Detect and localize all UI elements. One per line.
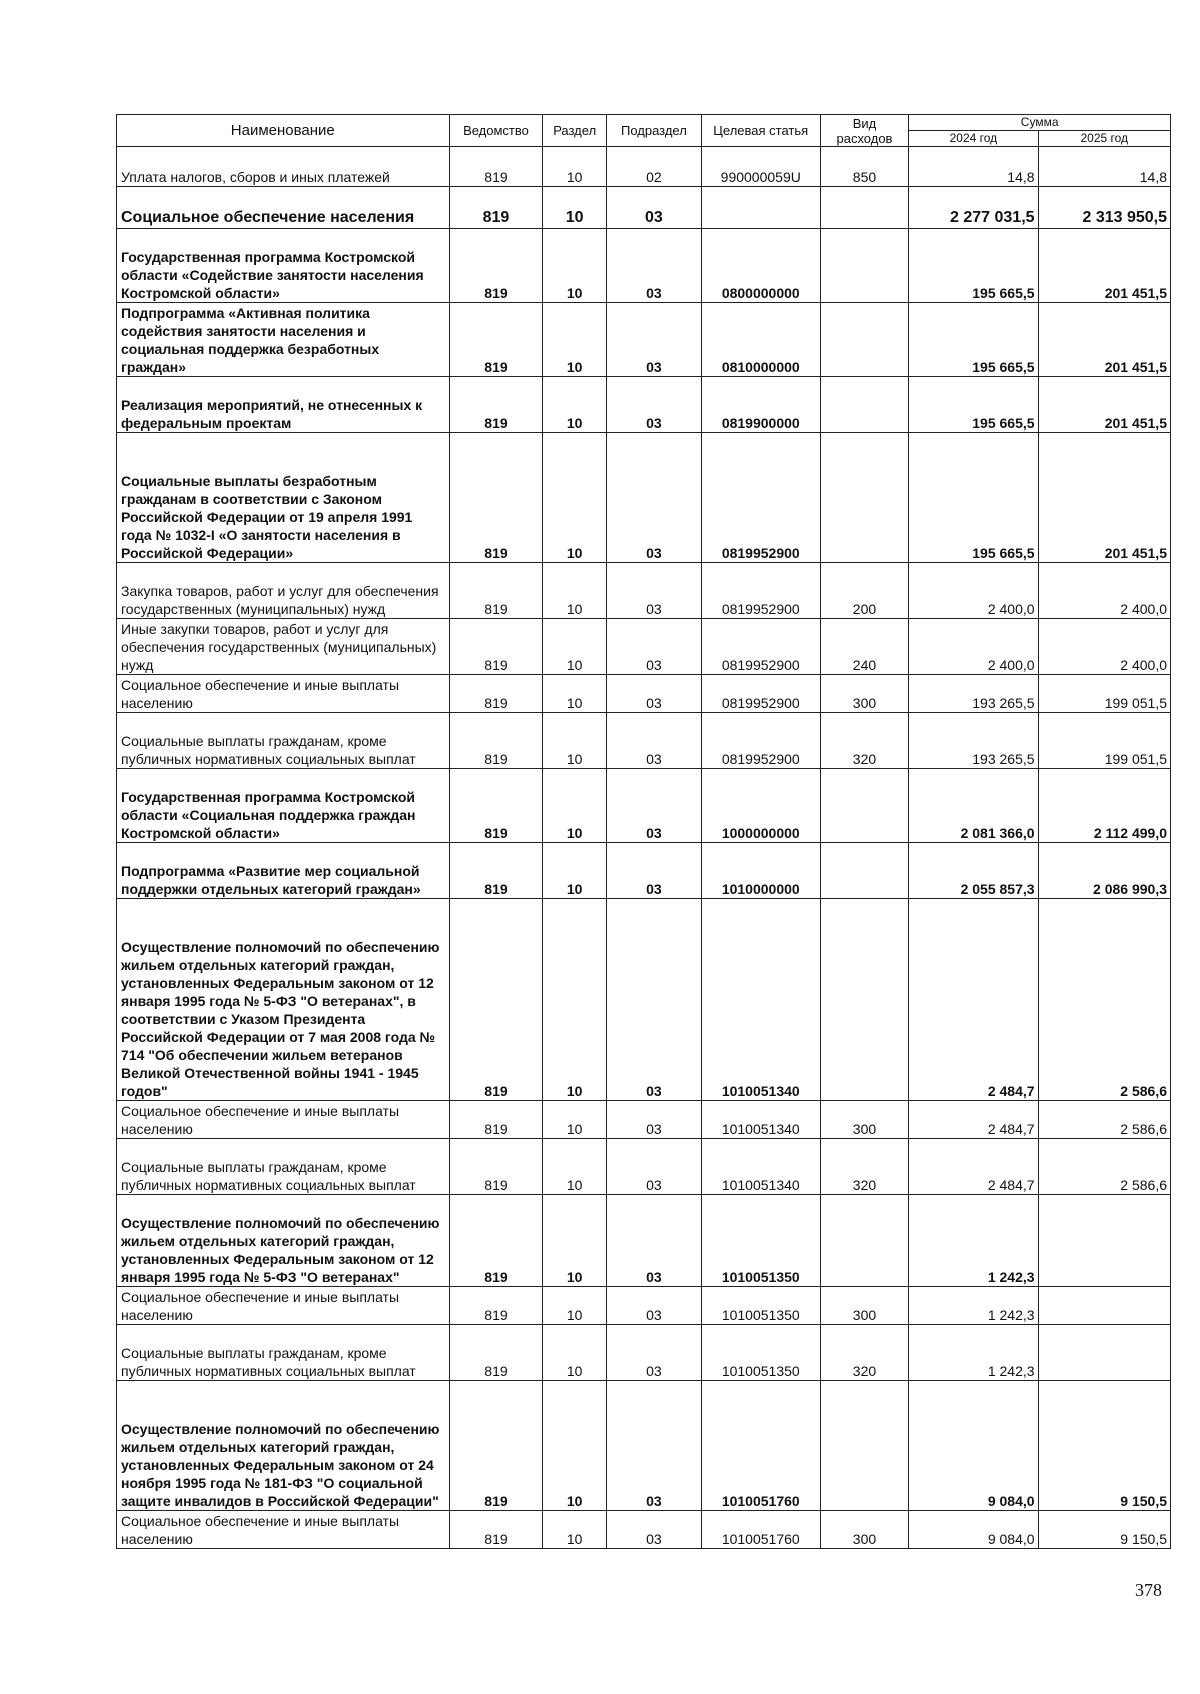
row-podrazdel: 03: [606, 1195, 701, 1287]
row-name: Закупка товаров, работ и услуг для обеспечения государственных (муниципальных) нужд: [117, 563, 450, 619]
row-target: 0819952900: [701, 713, 820, 769]
row-sum-2024: 1 242,3: [909, 1195, 1038, 1287]
row-podrazdel: 03: [606, 187, 701, 229]
row-sum-2024: 2 277 031,5: [909, 187, 1038, 229]
row-sum-2024: 2 484,7: [909, 899, 1038, 1101]
row-razdel: 10: [543, 377, 607, 433]
row-razdel: 10: [543, 713, 607, 769]
row-name: Осуществление полномочий по обеспечению жильем отдельных категорий граждан, установленных Федеральным законом от 12 января 1995 года № 5-ФЗ "О ветеранах": [117, 1195, 450, 1287]
table-row: [117, 187, 1171, 229]
row-sum-2024: 9 084,0: [909, 1511, 1038, 1549]
table-row: [117, 1195, 1171, 1287]
row-podrazdel: 03: [606, 377, 701, 433]
table-row: [117, 229, 1171, 303]
row-sum-2024: 195 665,5: [909, 377, 1038, 433]
row-name: Социальное обеспечение и иные выплаты населению: [117, 1101, 450, 1139]
row-razdel: 10: [543, 563, 607, 619]
table-row: [117, 1101, 1171, 1139]
row-podrazdel: 03: [606, 563, 701, 619]
row-vid: [820, 229, 909, 303]
row-vid: [820, 1195, 909, 1287]
row-sum-2025: 201 451,5: [1038, 229, 1170, 303]
row-target: 1010051350: [701, 1325, 820, 1381]
row-name: Осуществление полномочий по обеспечению жильем отдельных категорий граждан, установленных Федеральным законом от 12 января 1995 года № 5-ФЗ "О ветеранах", в соответствии с Указом Президента Российской Федерации от 7 мая 2008 года № 714 "Об обеспечении жильем ветеранов Великой Отечественной войны 1941 - 1945 годов": [117, 899, 450, 1101]
header-summa: Сумма: [909, 115, 1171, 131]
row-vedomstvo: 819: [449, 433, 543, 563]
row-vid: [820, 303, 909, 377]
row-razdel: 10: [543, 1139, 607, 1195]
row-razdel: 10: [543, 769, 607, 843]
row-sum-2025: 2 586,6: [1038, 899, 1170, 1101]
row-sum-2024: 195 665,5: [909, 229, 1038, 303]
table-row: [117, 433, 1171, 563]
row-target: 1000000000: [701, 769, 820, 843]
row-vid: 300: [820, 1287, 909, 1325]
row-vid: [820, 433, 909, 563]
row-razdel: 10: [543, 675, 607, 713]
table-row: [117, 769, 1171, 843]
table-row: [117, 1287, 1171, 1325]
row-target: 0800000000: [701, 229, 820, 303]
row-razdel: 10: [543, 1325, 607, 1381]
table-row: [117, 1381, 1171, 1511]
row-sum-2024: 9 084,0: [909, 1381, 1038, 1511]
row-name: Социальные выплаты гражданам, кроме публичных нормативных социальных выплат: [117, 713, 450, 769]
row-vedomstvo: 819: [449, 563, 543, 619]
row-vid: 300: [820, 1101, 909, 1139]
row-target: 0819952900: [701, 675, 820, 713]
row-razdel: 10: [543, 1195, 607, 1287]
row-sum-2024: 195 665,5: [909, 303, 1038, 377]
row-target: [701, 187, 820, 229]
row-name: Социальное обеспечение и иные выплаты населению: [117, 675, 450, 713]
row-sum-2025: [1038, 1195, 1170, 1287]
row-vedomstvo: 819: [449, 899, 543, 1101]
table-row: [117, 563, 1171, 619]
row-razdel: 10: [543, 303, 607, 377]
row-razdel: 10: [543, 147, 607, 187]
table-row: [117, 377, 1171, 433]
row-vedomstvo: 819: [449, 1287, 543, 1325]
row-sum-2025: 199 051,5: [1038, 713, 1170, 769]
row-target: 0810000000: [701, 303, 820, 377]
row-sum-2024: 2 081 366,0: [909, 769, 1038, 843]
row-sum-2024: 2 484,7: [909, 1101, 1038, 1139]
row-sum-2025: 2 313 950,5: [1038, 187, 1170, 229]
row-target: 0819952900: [701, 433, 820, 563]
row-razdel: 10: [543, 899, 607, 1101]
row-name: Социальное обеспечение населения: [117, 187, 450, 229]
row-razdel: 10: [543, 619, 607, 675]
row-vid: [820, 843, 909, 899]
row-sum-2024: 14,8: [909, 147, 1038, 187]
row-sum-2025: 2 400,0: [1038, 619, 1170, 675]
row-podrazdel: 03: [606, 675, 701, 713]
row-target: 1010051760: [701, 1381, 820, 1511]
header-podrazdel: Подраздел: [606, 115, 701, 147]
row-name: Социальные выплаты гражданам, кроме публичных нормативных социальных выплат: [117, 1139, 450, 1195]
row-podrazdel: 03: [606, 843, 701, 899]
row-vedomstvo: 819: [449, 675, 543, 713]
row-vedomstvo: 819: [449, 377, 543, 433]
row-podrazdel: 03: [606, 1139, 701, 1195]
row-razdel: 10: [543, 843, 607, 899]
row-podrazdel: 02: [606, 147, 701, 187]
row-razdel: 10: [543, 433, 607, 563]
row-name: Иные закупки товаров, работ и услуг для обеспечения государственных (муниципальных) нужд: [117, 619, 450, 675]
row-vedomstvo: 819: [449, 147, 543, 187]
row-vedomstvo: 819: [449, 1325, 543, 1381]
row-name: Уплата налогов, сборов и иных платежей: [117, 147, 450, 187]
row-razdel: 10: [543, 1511, 607, 1549]
row-razdel: 10: [543, 187, 607, 229]
row-sum-2025: 201 451,5: [1038, 377, 1170, 433]
row-target: 0819900000: [701, 377, 820, 433]
row-sum-2025: 2 586,6: [1038, 1101, 1170, 1139]
row-sum-2025: 199 051,5: [1038, 675, 1170, 713]
row-sum-2025: 2 400,0: [1038, 563, 1170, 619]
row-name: Социальное обеспечение и иные выплаты населению: [117, 1511, 450, 1549]
row-vedomstvo: 819: [449, 769, 543, 843]
header-target: Целевая статья: [701, 115, 820, 147]
row-vedomstvo: 819: [449, 1195, 543, 1287]
row-vid: 320: [820, 713, 909, 769]
row-name: Государственная программа Костромской области «Социальная поддержка граждан Костромской области»: [117, 769, 450, 843]
row-sum-2025: [1038, 1287, 1170, 1325]
row-sum-2025: 9 150,5: [1038, 1511, 1170, 1549]
row-sum-2025: 2 086 990,3: [1038, 843, 1170, 899]
row-vedomstvo: 819: [449, 1511, 543, 1549]
row-name: Осуществление полномочий по обеспечению жильем отдельных категорий граждан, установленных Федеральным законом от 24 ноября 1995 года № 181-ФЗ "О социальной защите инвалидов в Российской Федерации": [117, 1381, 450, 1511]
row-vid: [820, 1381, 909, 1511]
row-sum-2024: 2 055 857,3: [909, 843, 1038, 899]
table-row: [117, 1511, 1171, 1549]
table-row: [117, 713, 1171, 769]
row-podrazdel: 03: [606, 1511, 701, 1549]
row-sum-2024: 1 242,3: [909, 1287, 1038, 1325]
row-podrazdel: 03: [606, 713, 701, 769]
row-sum-2025: 2 112 499,0: [1038, 769, 1170, 843]
row-sum-2024: 2 484,7: [909, 1139, 1038, 1195]
row-name: Подпрограмма «Развитие мер социальной поддержки отдельных категорий граждан»: [117, 843, 450, 899]
row-vid: [820, 377, 909, 433]
row-podrazdel: 03: [606, 1101, 701, 1139]
table-row: [117, 1325, 1171, 1381]
row-razdel: 10: [543, 229, 607, 303]
table-row: [117, 1139, 1171, 1195]
row-target: 1010051760: [701, 1511, 820, 1549]
header-2024: 2024 год: [909, 131, 1038, 147]
row-sum-2025: 14,8: [1038, 147, 1170, 187]
row-vid: [820, 769, 909, 843]
row-podrazdel: 03: [606, 769, 701, 843]
table-row: [117, 619, 1171, 675]
row-sum-2024: 1 242,3: [909, 1325, 1038, 1381]
row-vid: [820, 899, 909, 1101]
table-body: [117, 147, 1171, 1549]
row-target: 1010051340: [701, 1101, 820, 1139]
row-sum-2025: [1038, 1325, 1170, 1381]
row-podrazdel: 03: [606, 1325, 701, 1381]
header-razdel: Раздел: [543, 115, 607, 147]
row-vid: 320: [820, 1139, 909, 1195]
row-name: Подпрограмма «Активная политика содействия занятости населения и социальная поддержка безработных граждан»: [117, 303, 450, 377]
header-name: Наименование: [117, 115, 450, 147]
row-name: Социальные выплаты гражданам, кроме публичных нормативных социальных выплат: [117, 1325, 450, 1381]
row-sum-2024: 2 400,0: [909, 619, 1038, 675]
row-sum-2024: 195 665,5: [909, 433, 1038, 563]
row-vedomstvo: 819: [449, 1101, 543, 1139]
row-sum-2024: 193 265,5: [909, 675, 1038, 713]
row-target: 1010051340: [701, 1139, 820, 1195]
row-vid: [820, 187, 909, 229]
row-podrazdel: 03: [606, 229, 701, 303]
table-row: [117, 147, 1171, 187]
row-target: 1010051340: [701, 899, 820, 1101]
budget-table: [116, 114, 1171, 1549]
table-row: [117, 843, 1171, 899]
row-vedomstvo: 819: [449, 187, 543, 229]
row-razdel: 10: [543, 1287, 607, 1325]
table-row: [117, 303, 1171, 377]
header-2025: 2025 год: [1038, 131, 1170, 147]
row-vedomstvo: 819: [449, 229, 543, 303]
budget-table-sheet: [116, 114, 1171, 1549]
row-vedomstvo: 819: [449, 1139, 543, 1195]
row-podrazdel: 03: [606, 619, 701, 675]
row-razdel: 10: [543, 1101, 607, 1139]
row-vid: 200: [820, 563, 909, 619]
row-podrazdel: 03: [606, 899, 701, 1101]
row-vid: 300: [820, 675, 909, 713]
table-row: [117, 675, 1171, 713]
row-podrazdel: 03: [606, 1381, 701, 1511]
table-row: [117, 899, 1171, 1101]
row-razdel: 10: [543, 1381, 607, 1511]
row-name: Реализация мероприятий, не отнесенных к федеральным проектам: [117, 377, 450, 433]
row-name: Социальные выплаты безработным гражданам в соответствии с Законом Российской Федерации от 19 апреля 1991 года № 1032-I «О занятости населения в Российской Федерации»: [117, 433, 450, 563]
row-vid: 300: [820, 1511, 909, 1549]
header-vedomstvo: Ведомство: [449, 115, 543, 147]
row-vedomstvo: 819: [449, 713, 543, 769]
row-target: 1010051350: [701, 1287, 820, 1325]
row-sum-2024: 193 265,5: [909, 713, 1038, 769]
row-target: 0819952900: [701, 619, 820, 675]
row-vedomstvo: 819: [449, 619, 543, 675]
row-vid: 320: [820, 1325, 909, 1381]
row-target: 990000059U: [701, 147, 820, 187]
row-vedomstvo: 819: [449, 303, 543, 377]
row-podrazdel: 03: [606, 433, 701, 563]
row-vedomstvo: 819: [449, 843, 543, 899]
row-vid: 240: [820, 619, 909, 675]
row-vedomstvo: 819: [449, 1381, 543, 1511]
row-name: Государственная программа Костромской области «Содействие занятости населения Костромской области»: [117, 229, 450, 303]
row-name: Социальное обеспечение и иные выплаты населению: [117, 1287, 450, 1325]
row-sum-2025: 201 451,5: [1038, 433, 1170, 563]
row-sum-2025: 201 451,5: [1038, 303, 1170, 377]
row-vid: 850: [820, 147, 909, 187]
row-sum-2025: 9 150,5: [1038, 1381, 1170, 1511]
row-podrazdel: 03: [606, 303, 701, 377]
row-sum-2025: 2 586,6: [1038, 1139, 1170, 1195]
row-target: 0819952900: [701, 563, 820, 619]
row-target: 1010051350: [701, 1195, 820, 1287]
row-podrazdel: 03: [606, 1287, 701, 1325]
page-number: 378: [1135, 1580, 1162, 1600]
row-target: 1010000000: [701, 843, 820, 899]
row-sum-2024: 2 400,0: [909, 563, 1038, 619]
header-vid: Вид расходов: [820, 115, 909, 147]
